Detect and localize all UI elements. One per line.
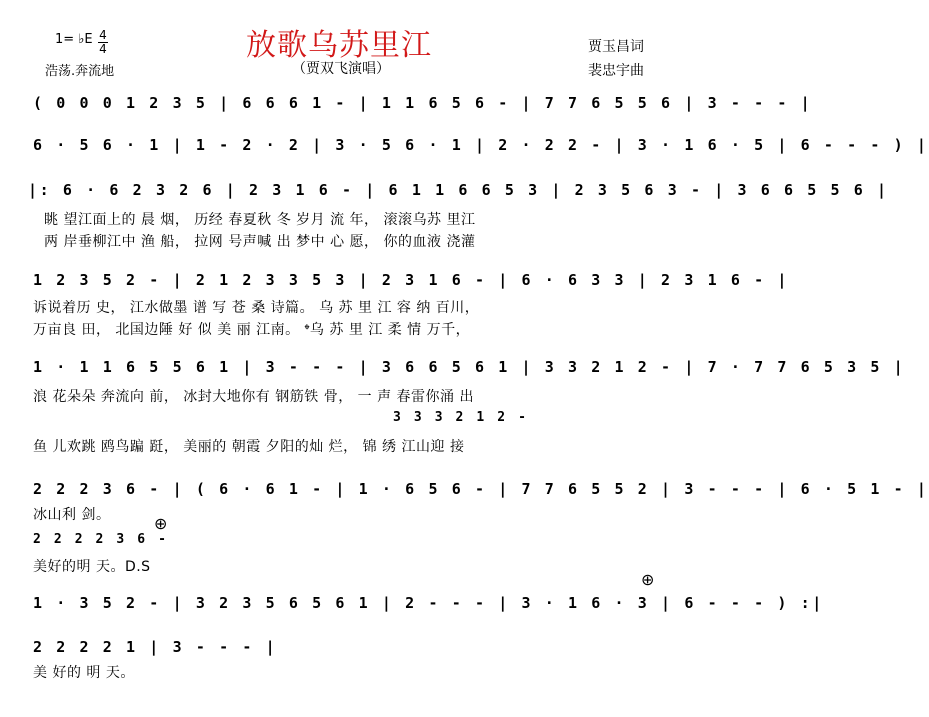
notation-line: 1 · 1 1 6 5 5 6 1 | 3 - - - | 3 6 6 5 6 1 | 3 3 2 1 2 - | 7 · 7 7 6 5 3 5 | — [33, 358, 906, 376]
lyricist-credit: 贾玉昌词 — [588, 39, 644, 55]
lyric-verse-2: 万亩良 田， 北国边陲 好 似 美 丽 江南。 𝄌乌 苏 里 江 柔 情 万千， — [33, 322, 471, 338]
lyric-verse-1: 浪 花朵朵 奔流向 前， 冰封大地你有 钢筋铁 骨， 一 声 春雷你涌 出 — [33, 389, 475, 405]
meter-top: 4 — [99, 28, 107, 42]
lyric-verse-1: 诉说着历 史， 江水做墨 谱 写 苍 桑 诗篇。 乌 苏 里 江 容 纳 百川， — [33, 300, 480, 316]
performance-style: 浩荡.奔流地 — [45, 64, 115, 79]
coda-icon: ⊕ — [641, 570, 655, 589]
coda-icon: ⊕ — [154, 514, 168, 533]
singer-credit: （贾双飞演唱） — [292, 61, 390, 77]
notation-line: 1 · 3 5 2 - | 3 2 3 5 6 5 6 1 | 2 - - - | 3 · 1 6 · 3 | 6 - - - ) :| — [33, 594, 824, 612]
alternate-notation: 2 2 2 2 3 6 - — [33, 532, 169, 547]
notation-line: 2 2 2 2 1 | 3 - - - | — [33, 638, 278, 656]
notation-line: 6 · 5 6 · 1 | 1 - 2 · 2 | 3 · 5 6 · 1 | 2 · 2 2 - | 3 · 1 6 · 5 | 6 - - - ) | — [33, 136, 929, 154]
lyric-verse-1: 冰山利 剑。 — [33, 507, 111, 523]
alternate-notation: 3 3 3 2 1 2 - — [393, 410, 529, 425]
lyric-verse-2: 鱼 儿欢跳 鸥鸟蹁 跹， 美丽的 朝霞 夕阳的灿 烂， 锦 绣 江山迎 接 — [33, 439, 465, 455]
lyric-verse-2: 美好的明 天。D.S — [33, 559, 151, 575]
lyric-verse-1: 眺 望江面上的 晨 烟， 历经 春夏秋 冬 岁月 流 年， 滚滚乌苏 里江 — [44, 212, 476, 228]
lyric-verse-2: 两 岸垂柳江中 渔 船， 拉网 号声喊 出 梦中 心 愿， 你的血液 浇灌 — [44, 234, 476, 250]
song-title: 放歌乌苏里江 — [246, 28, 432, 63]
time-signature — [98, 30, 108, 55]
notation-line: 1 2 3 5 2 - | 2 1 2 3 3 5 3 | 2 3 1 6 - | 6 · 6 3 3 | 2 3 1 6 - | — [33, 271, 789, 289]
key-signature: 1= ♭E — [55, 32, 93, 47]
notation-line: 2 2 2 3 6 - | ( 6 · 6 1 - | 1 · 6 5 6 - | 7 7 6 5 5 2 | 3 - - - | 6 · 5 1 - | — [33, 480, 929, 498]
notation-line: |: 6 · 6 2 3 2 6 | 2 3 1 6 - | 6 1 1 6 6 5 3 | 2 3 5 6 3 - | 3 6 6 5 5 6 | — [28, 181, 889, 199]
composer-credit: 裴忠宇曲 — [588, 63, 644, 79]
lyric-verse-1: 美 好的 明 天。 — [33, 665, 135, 681]
meter-bottom: 4 — [99, 42, 107, 56]
notation-line: ( 0 0 0 1 2 3 5 | 6 6 6 1 - | 1 1 6 5 6 - | 7 7 6 5 5 6 | 3 - - - | — [33, 94, 813, 112]
